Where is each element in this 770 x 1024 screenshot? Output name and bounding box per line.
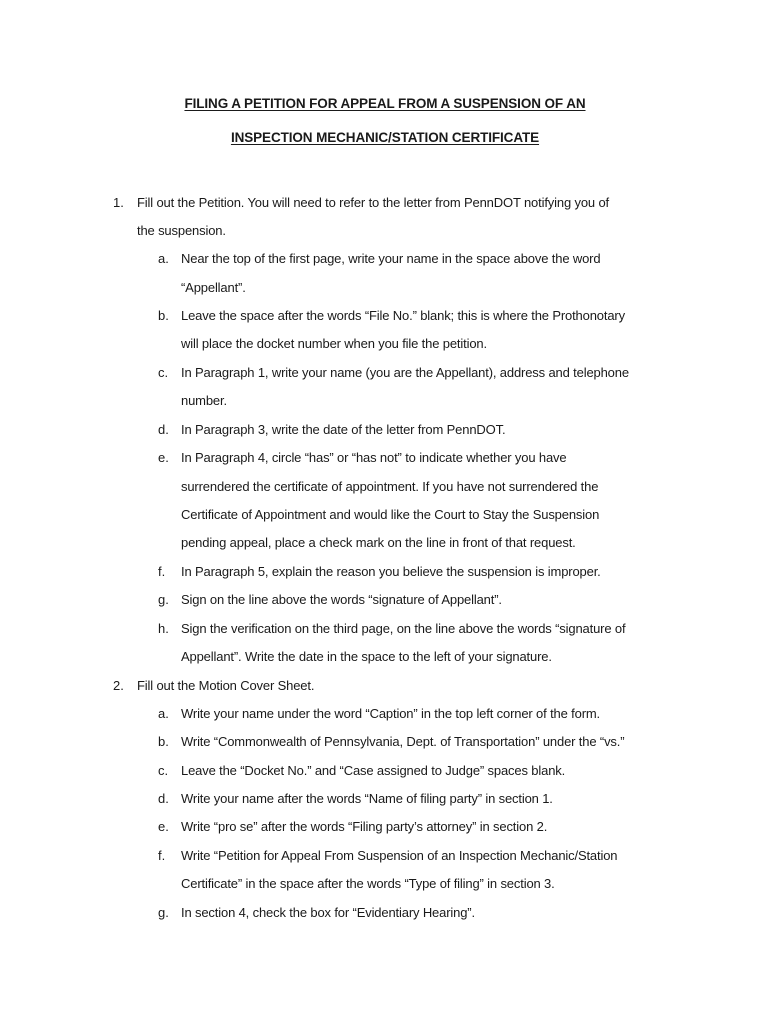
step-1g-marker: g. (158, 592, 169, 607)
step-1e-line-4: pending appeal, place a check mark on the line in front of that request. (181, 535, 576, 550)
step-1h-line-1: Sign the verification on the third page, on the line above the words “signature of (181, 621, 626, 636)
step-2e-marker: e. (158, 819, 169, 834)
step-1e-line-2: surrendered the certificate of appointment. If you have not surrendered the (181, 479, 599, 494)
step-2-text: Fill out the Motion Cover Sheet. (137, 678, 315, 693)
step-2f-line-1: Write “Petition for Appeal From Suspension of an Inspection Mechanic/Station (181, 848, 618, 863)
step-1e-marker: e. (158, 450, 169, 465)
step-1c-line-2: number. (181, 393, 227, 408)
step-1a-line-1: Near the top of the first page, write your name in the space above the word (181, 251, 601, 266)
step-2b-marker: b. (158, 734, 169, 749)
step-2f-marker: f. (158, 848, 166, 863)
step-1e-line-1: In Paragraph 4, circle “has” or “has not” to indicate whether you have (181, 450, 567, 465)
step-1-marker: 1. (113, 195, 124, 210)
step-1b-line-2: will place the docket number when you file the petition. (181, 336, 487, 351)
step-1d-line-1: In Paragraph 3, write the date of the letter from PennDOT. (181, 422, 506, 437)
step-1a-line-2: “Appellant”. (181, 280, 246, 295)
step-1-text-cont: the suspension. (137, 223, 226, 238)
step-1c-marker: c. (158, 365, 169, 380)
step-1h-marker: h. (158, 621, 169, 636)
step-1c-line-1: In Paragraph 1, write your name (you are the Appellant), address and telephone (181, 365, 629, 380)
step-1b-line-1: Leave the space after the words “File No.” blank; this is where the Prothonotary (181, 308, 625, 323)
step-1b-marker: b. (158, 308, 169, 323)
step-1h-line-2: Appellant”. Write the date in the space to the left of your signature. (181, 649, 552, 664)
step-2d-marker: d. (158, 791, 169, 806)
step-1f-line-1: In Paragraph 5, explain the reason you believe the suspension is improper. (181, 564, 601, 579)
step-1-text: Fill out the Petition. You will need to refer to the letter from PennDOT notifying you of (137, 195, 610, 210)
step-2g-marker: g. (158, 905, 169, 920)
step-2c-line-1: Leave the “Docket No.” and “Case assigned to Judge” spaces blank. (181, 763, 566, 778)
step-2g-line-1: In section 4, check the box for “Evidentiary Hearing”. (181, 905, 475, 920)
document-title-line-1: FILING A PETITION FOR APPEAL FROM A SUSPENSION OF AN (184, 96, 586, 111)
step-2c-marker: c. (158, 763, 169, 778)
step-2b-line-1: Write “Commonwealth of Pennsylvania, Dept. of Transportation” under the “vs.” (181, 734, 625, 749)
step-1g-line-1: Sign on the line above the words “signature of Appellant”. (181, 592, 502, 607)
step-2a-marker: a. (158, 706, 169, 721)
step-2f-line-2: Certificate” in the space after the words “Type of filing” in section 3. (181, 876, 555, 891)
step-2-marker: 2. (113, 678, 124, 693)
step-2d-line-1: Write your name after the words “Name of filing party” in section 1. (181, 791, 553, 806)
step-1d-marker: d. (158, 422, 169, 437)
step-2a-line-1: Write your name under the word “Caption” in the top left corner of the form. (181, 706, 601, 721)
step-1a-marker: a. (158, 251, 169, 266)
document-title-line-2: INSPECTION MECHANIC/STATION CERTIFICATE (230, 130, 540, 145)
step-2e-line-1: Write “pro se” after the words “Filing party’s attorney” in section 2. (181, 819, 548, 834)
step-1e-line-3: Certificate of Appointment and would like the Court to Stay the Suspension (181, 507, 600, 522)
step-1f-marker: f. (158, 564, 166, 579)
